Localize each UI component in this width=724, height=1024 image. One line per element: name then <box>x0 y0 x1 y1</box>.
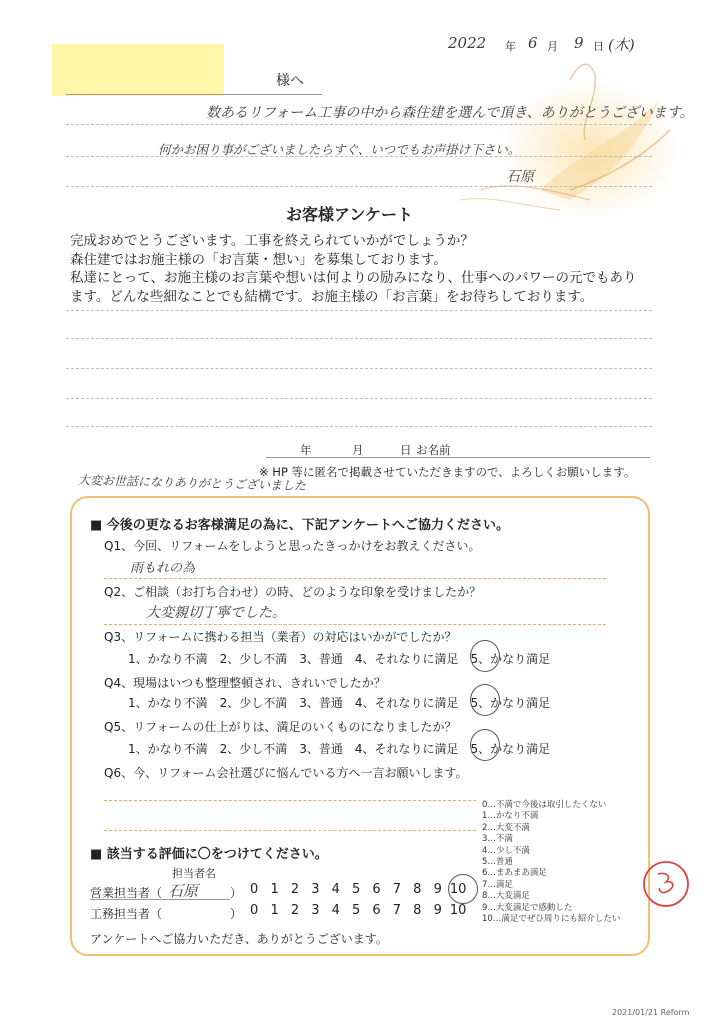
scale-number: 5 <box>352 882 361 897</box>
selected-circle-q5 <box>470 729 500 761</box>
sales-name: 石原 <box>168 882 199 900</box>
row-year-label: 年 <box>300 443 312 457</box>
scale-number: 6 <box>372 903 381 918</box>
construction-label: 工務担当者（ <box>90 907 163 921</box>
intro-line-1: 完成おめでとうございます。工事を終えられていかがでしょうか？ <box>70 233 474 249</box>
signature: 石原 <box>506 169 534 185</box>
legend-item: 2…大変不満 <box>482 822 530 833</box>
scale-number: 10 <box>449 903 467 918</box>
legend-item: 8…大変満足 <box>482 891 530 902</box>
sales-scale <box>244 882 468 897</box>
survey-intro <box>70 232 636 306</box>
questionnaire-heading: ■ 今後の更なるお客様満足の為に、下記アンケートへご協力ください。 <box>90 518 510 533</box>
scale-number: 1 <box>270 903 279 918</box>
staff-name-label: 担当者名 <box>172 867 216 880</box>
question-4: Q4、現場はいつも整理整頓され、きれいでしたか？ <box>104 676 386 690</box>
legend-item: 4…少し不満 <box>482 845 530 856</box>
date-label-month: 月 <box>547 40 558 53</box>
question-3: Q3、リフォームに携わる担当（業者）の対応はいかがでしたか？ <box>104 630 457 644</box>
question-6: Q6、今、リフォーム会社選びに悩んでいる方へ一言お願いします。 <box>104 766 468 780</box>
answer-2: 大変親切丁寧でした。 <box>146 605 286 621</box>
date-weekday: (木) <box>608 36 635 54</box>
message-line-1: 数あるリフォーム工事の中から森住建を選んで頂き、ありがとうございます。 <box>206 105 694 121</box>
intro-line-4: ます。どんな些細なことでも結構です。お施主様の「お言葉」をお待ちしております。 <box>70 288 594 305</box>
date-day: 9 <box>574 34 584 52</box>
answer-1: 雨もれの為 <box>130 561 196 576</box>
question-1: Q1、今回、リフォームをしようと思ったきっかけをお教えください。 <box>104 539 481 553</box>
selected-circle-sales <box>448 874 478 904</box>
row-day-label: 日 <box>400 443 412 457</box>
legend-item: 7…満足 <box>482 879 513 890</box>
intro-line-2: 森住建ではお施主様の「お言葉・想い」を募集しております。 <box>70 251 447 268</box>
swan-illustration <box>420 40 680 230</box>
selected-circle-q3 <box>470 640 500 672</box>
rating-legend <box>482 800 620 925</box>
legend-item: 3…不満 <box>482 834 513 845</box>
legend-item: 6…まあまあ満足 <box>482 868 547 879</box>
survey-title: お客様アンケート <box>286 205 414 224</box>
scale-number: 2 <box>290 903 300 918</box>
selected-circle-q4 <box>470 684 500 716</box>
scale-number: 5 <box>352 903 361 918</box>
handwritten-comment: 大変お世話になりありがとうございました <box>77 473 307 493</box>
row-name-label: お名前 <box>416 443 451 457</box>
scale-number: 4 <box>331 903 340 918</box>
question-2: Q2、ご相談（お打ち合わせ）の時、どのような印象を受けましたか？ <box>104 585 482 599</box>
construction-paren-close: ） <box>230 907 243 921</box>
scale-number: 2 <box>290 882 300 897</box>
evaluation-heading: ■ 該当する評価に〇をつけてください。 <box>90 847 328 862</box>
question-5: Q5、リフォームの仕上がりは、満足のいくものになりましたか？ <box>104 720 457 734</box>
scale-number: 6 <box>372 882 381 897</box>
scale-number: 1 <box>270 882 279 897</box>
thanks-text: アンケートへご協力いただき、ありがとうございます。 <box>90 932 388 946</box>
message-line-2: 何かお困り事がございましたらすぐ、いつでもお声掛け下さい。 <box>158 142 521 157</box>
sales-paren-close: ） <box>230 886 243 900</box>
recipient-suffix: 様へ <box>276 73 304 89</box>
legend-item: 10…満足でぜひ周りにも紹介したい <box>482 914 621 925</box>
date-month: 6 <box>528 34 538 52</box>
scale-number: 4 <box>331 882 340 897</box>
hp-note: ※ HP 等に匿名で掲載させていただきますので、よろしくお願いします。 <box>259 465 636 479</box>
sales-label: 営業担当者（ <box>90 886 163 900</box>
scale-number: 10 <box>449 882 467 897</box>
scale-number: 3 <box>311 903 320 918</box>
scale-number: 8 <box>413 882 422 897</box>
recipient-name-redaction <box>52 44 224 96</box>
approval-stamp-icon <box>640 858 692 910</box>
scale-number: 0 <box>250 903 259 918</box>
options-q3: 1、かなり不満 2、少し不満 3、普通 4、それなりに満足 5、かなり満足 <box>128 652 551 666</box>
scale-number: 8 <box>413 903 422 918</box>
scale-number: 0 <box>250 882 259 897</box>
construction-scale <box>244 903 468 918</box>
footer-version: 2021/01/21 Reform <box>612 1008 690 1017</box>
options-q5: 1、かなり不満 2、少し不満 3、普通 4、それなりに満足 5、かなり満足 <box>128 742 551 756</box>
legend-item: 5…普通 <box>482 857 513 868</box>
date-year: 2022 <box>448 34 487 52</box>
legend-item: 0…不満で今後は取引したくない <box>482 800 607 810</box>
row-month-label: 月 <box>352 443 364 457</box>
scale-number: 9 <box>433 903 442 918</box>
scale-number: 3 <box>311 882 320 897</box>
scale-number: 7 <box>392 903 402 918</box>
legend-item: 1…かなり不満 <box>482 811 539 822</box>
legend-item: 9…大変満足で感動した <box>482 902 573 913</box>
date-label-year: 年 <box>505 40 516 53</box>
options-q4: 1、かなり不満 2、少し不満 3、普通 4、それなりに満足 5、かなり満足 <box>128 696 551 710</box>
intro-line-3: 私達にとって、お施主様のお言葉や想いは何よりの励みになり、仕事へのパワーの元でもあり <box>70 270 637 286</box>
scale-number: 7 <box>392 882 402 897</box>
date-label-day: 日 <box>593 40 604 53</box>
scale-number: 9 <box>433 882 442 897</box>
